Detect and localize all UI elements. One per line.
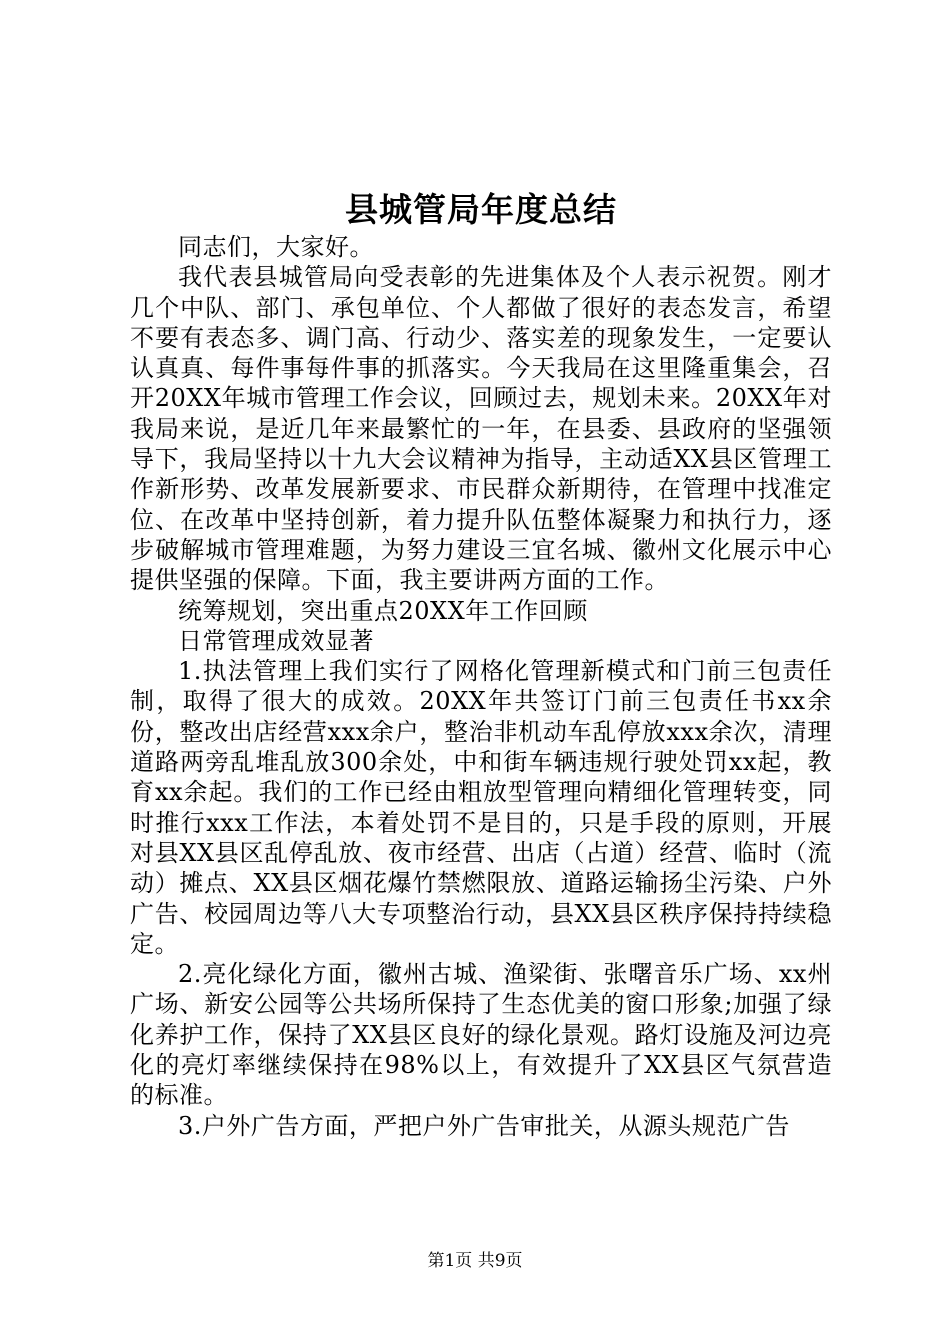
section-heading: 统筹规划，突出重点20XX年工作回顾 (178, 596, 588, 625)
paragraph-intro: 我代表县城管局向受表彰的先进集体及个人表示祝贺。刚才几个中队、部门、承包单位、个人都做了很好的表态发言，希望不要有表态多、调门高、行动少、落实差的现象发生，一定要认认真真、每件事每件事的抓落实。今天我局在这里隆重集会，召开20XX年城市管理工作会议，回顾过去，规划未来。20XX年对我局来说，是近几年来最繁忙的一年，在县委、县政府的坚强领导下，我局坚持以十九大会议精神为指导，主动适XX县区管理工作新形势、改革发展新要求、市民群众新期待，在管理中找准定位、在改革中坚持创新，着力提升队伍整体凝聚力和执行力，逐步破解城市管理难题，为努力建设三宜名城、徽州文化展示中心提供坚强的保障。下面，我主要讲两方面的工作。 (130, 263, 832, 595)
paragraph-greeting: 同志们，大家好。 (178, 233, 374, 261)
page-number-footer: 第1页 共9页 (427, 1251, 523, 1271)
paragraph-item-3: 3.户外广告方面，严把户外广告审批关，从源头规范广告 (178, 1111, 790, 1140)
paragraph-item-2: 2.亮化绿化方面，徽州古城、渔梁街、张曙音乐广场、xx州广场、新安公园等公共场所保持了生态优美的窗口形象;加强了绿化养护工作，保持了XX县区良好的绿化景观。路灯设施及河边亮化的亮灯率继续保持在98%以上，有效提升了XX县区气氛营造的标准。 (130, 960, 832, 1110)
paragraph-item-1: 1.执法管理上我们实行了网格化管理新模式和门前三包责任制，取得了很大的成效。20XX年共签订门前三包责任书xx余份，整改出店经营xxx余户，整治非机动车乱停放xxx余次，清理道路两旁乱堆乱放300余处，中和街车辆违规行驶处罚xx起，教育xx余起。我们的工作已经由粗放型管理向精细化管理转变，同时推行xxx工作法，本着处罚不是目的，只是手段的原则，开展对县XX县区乱停乱放、夜市经营、出店（占道）经营、临时（流动）摊点、XX县区烟花爆竹禁燃限放、道路运输扬尘污染、户外广告、校园周边等八大专项整治行动，县XX县区秩序保持持续稳定。 (130, 657, 832, 958)
document-page (130, 190, 832, 1141)
subsection-heading: 日常管理成效显著 (178, 626, 374, 655)
document-title: 县城管局年度总结 (345, 190, 617, 229)
